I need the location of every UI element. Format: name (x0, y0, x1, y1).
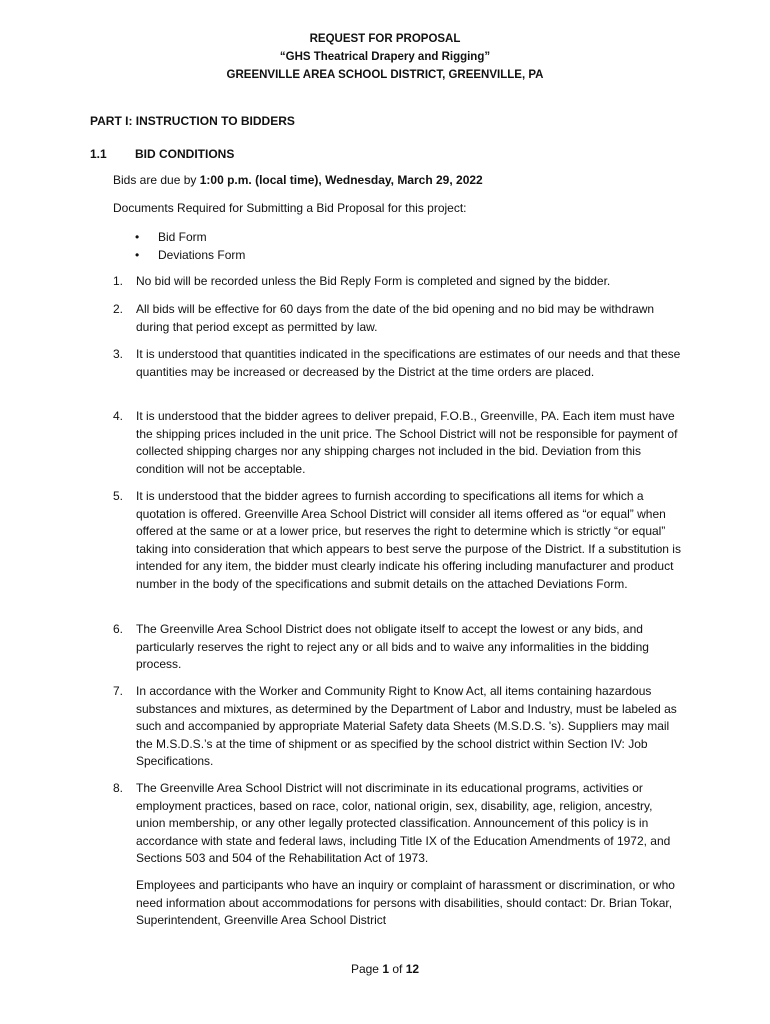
part-title: PART I: INSTRUCTION TO BIDDERS (90, 114, 295, 128)
item-text: No bid will be recorded unless the Bid Reply Form is completed and signed by the bidder. (136, 274, 611, 288)
due-date-line (113, 172, 683, 189)
section-number: 1.1 (90, 147, 107, 161)
item-number: 2. (113, 302, 124, 316)
condition-item (113, 683, 683, 771)
item-number: 8. (113, 781, 124, 795)
page-word: Page (350, 962, 383, 976)
item-number: 7. (113, 684, 124, 698)
item-text: It is understood that the bidder agrees to deliver prepaid, F.O.B., Greenville, PA. Each item must have the shipping prices included in the unit price. The School District will not be responsible for payment of collected shipping charges nor any shipping charges not included in the bid. Deviation from this condition will not be acceptable. (136, 409, 678, 476)
item-text: It is understood that the bidder agrees to furnish according to specifications all items for which a quotation is offered. Greenville Area School District will consider all items offered as “or equal” when offered at the same or at a lower price, but reserves the right to determine which is strictly “or equal” taking into consideration that which appears to best serve the purpose of the District. If a substitution is intended for any item, the bidder must clearly indicate his offering including manufacturer and product number in the body of the specifications and submit details on the attached Deviations Form. (136, 489, 681, 591)
item-text: The Greenville Area School District will not discriminate in its educational programs, activities or employment practices, based on race, color, national origin, sex, disability, age, religion, ancestry, union membership, or any other legally protected classification. Announcement of this policy is in accordance with state and federal laws, including Title IX of the Education Amendments of 1972, and Sections 503 and 504 of the Rehabilitation Act of 1973. (136, 781, 671, 866)
bullet-text: Bid Form (158, 230, 207, 244)
condition-item-continuation (113, 877, 683, 930)
bullet-icon: • (135, 248, 140, 262)
due-date: 1:00 p.m. (local time), Wednesday, March 29, 2022 (199, 173, 483, 187)
header-title: REQUEST FOR PROPOSAL (309, 33, 461, 45)
condition-item (113, 408, 683, 478)
page-footer (0, 962, 770, 976)
condition-item (113, 273, 683, 291)
item-number: 6. (113, 622, 124, 636)
header-project: “GHS Theatrical Drapery and Rigging” (279, 51, 491, 63)
list-item (135, 228, 245, 246)
bullet-icon: • (135, 230, 140, 244)
page-total: 12 (405, 962, 420, 976)
item-number: 1. (113, 274, 124, 288)
required-documents-list (135, 228, 245, 264)
documents-intro: Documents Required for Submitting a Bid Proposal for this project: (113, 201, 467, 215)
item-number: 5. (113, 489, 124, 503)
condition-item (113, 621, 683, 674)
item-text: It is understood that quantities indicated in the specifications are estimates of our needs and that these quantities may be increased or decreased by the District at the time orders are placed. (136, 347, 681, 379)
condition-item (113, 346, 683, 381)
item-number: 4. (113, 409, 124, 423)
item-text: Employees and participants who have an inquiry or complaint of harassment or discrimination, or who need information about accommodations for persons with disabilities, should contact: Dr. Brian Tokar, Superintendent, Greenville Area School District (136, 878, 675, 928)
item-text: The Greenville Area School District does not obligate itself to accept the lowest or any bids, and particularly reserves the right to reject any or all bids and to waive any informalities in the bidding process. (136, 622, 649, 672)
document-header (0, 30, 770, 84)
due-prefix: Bids are due by (113, 173, 200, 187)
item-text: All bids will be effective for 60 days from the date of the bid opening and no bid may be withdrawn during that period except as permitted by law. (136, 302, 655, 334)
list-item (135, 246, 245, 264)
of-word: of (389, 962, 406, 976)
item-text: In accordance with the Worker and Community Right to Know Act, all items containing hazardous substances and mixtures, as determined by the Department of Labor and Industry, must be labeled as such and accompanied by appropriate Material Safety data Sheets (M.S.D.S. 's). Suppliers may mail the M.S.D.S.’s at the time of shipment or as specified by the school district within Section IV: Job Specifications. (136, 684, 677, 769)
page-number: 1 (382, 962, 389, 976)
section-title: BID CONDITIONS (135, 147, 235, 161)
header-district: GREENVILLE AREA SCHOOL DISTRICT, GREENVILLE, PA (226, 69, 544, 81)
condition-item (113, 780, 683, 868)
condition-item (113, 488, 683, 594)
bullet-text: Deviations Form (158, 248, 246, 262)
item-number: 3. (113, 347, 124, 361)
condition-item (113, 301, 683, 336)
